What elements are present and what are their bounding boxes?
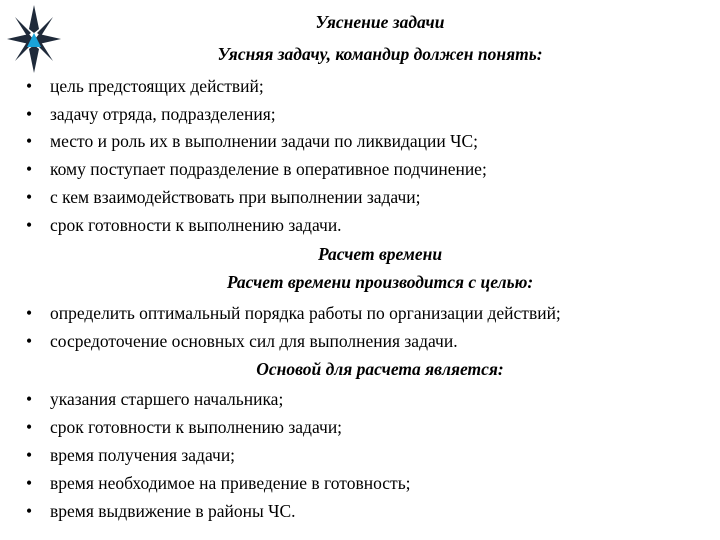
heading-task-clarification: Уяснение задачи — [315, 12, 445, 32]
bullet-icon: • — [26, 76, 33, 96]
bullet-icon: • — [26, 389, 33, 409]
bullet-icon: • — [26, 331, 33, 351]
subheading-commander-must: Уясняя задачу, командир должен понять: — [217, 44, 543, 64]
heading-time-calculation: Расчет времени — [317, 244, 443, 264]
bullet-icon: • — [26, 501, 33, 521]
subheading-calculation-basis: Основой для расчета является: — [256, 359, 504, 379]
bullet-icon: • — [26, 131, 33, 151]
bullet-icon: • — [26, 104, 33, 124]
bullet-icon: • — [26, 187, 33, 207]
subheading-calculation-purpose: Расчет времени производится с целью: — [226, 272, 534, 292]
bullet-icon: • — [26, 159, 33, 179]
bullet-icon: • — [26, 215, 33, 235]
bullet-icon: • — [26, 303, 33, 323]
bullet-icon: • — [26, 473, 33, 493]
bullet-icon: • — [26, 445, 33, 465]
bullet-icon: • — [26, 417, 33, 437]
